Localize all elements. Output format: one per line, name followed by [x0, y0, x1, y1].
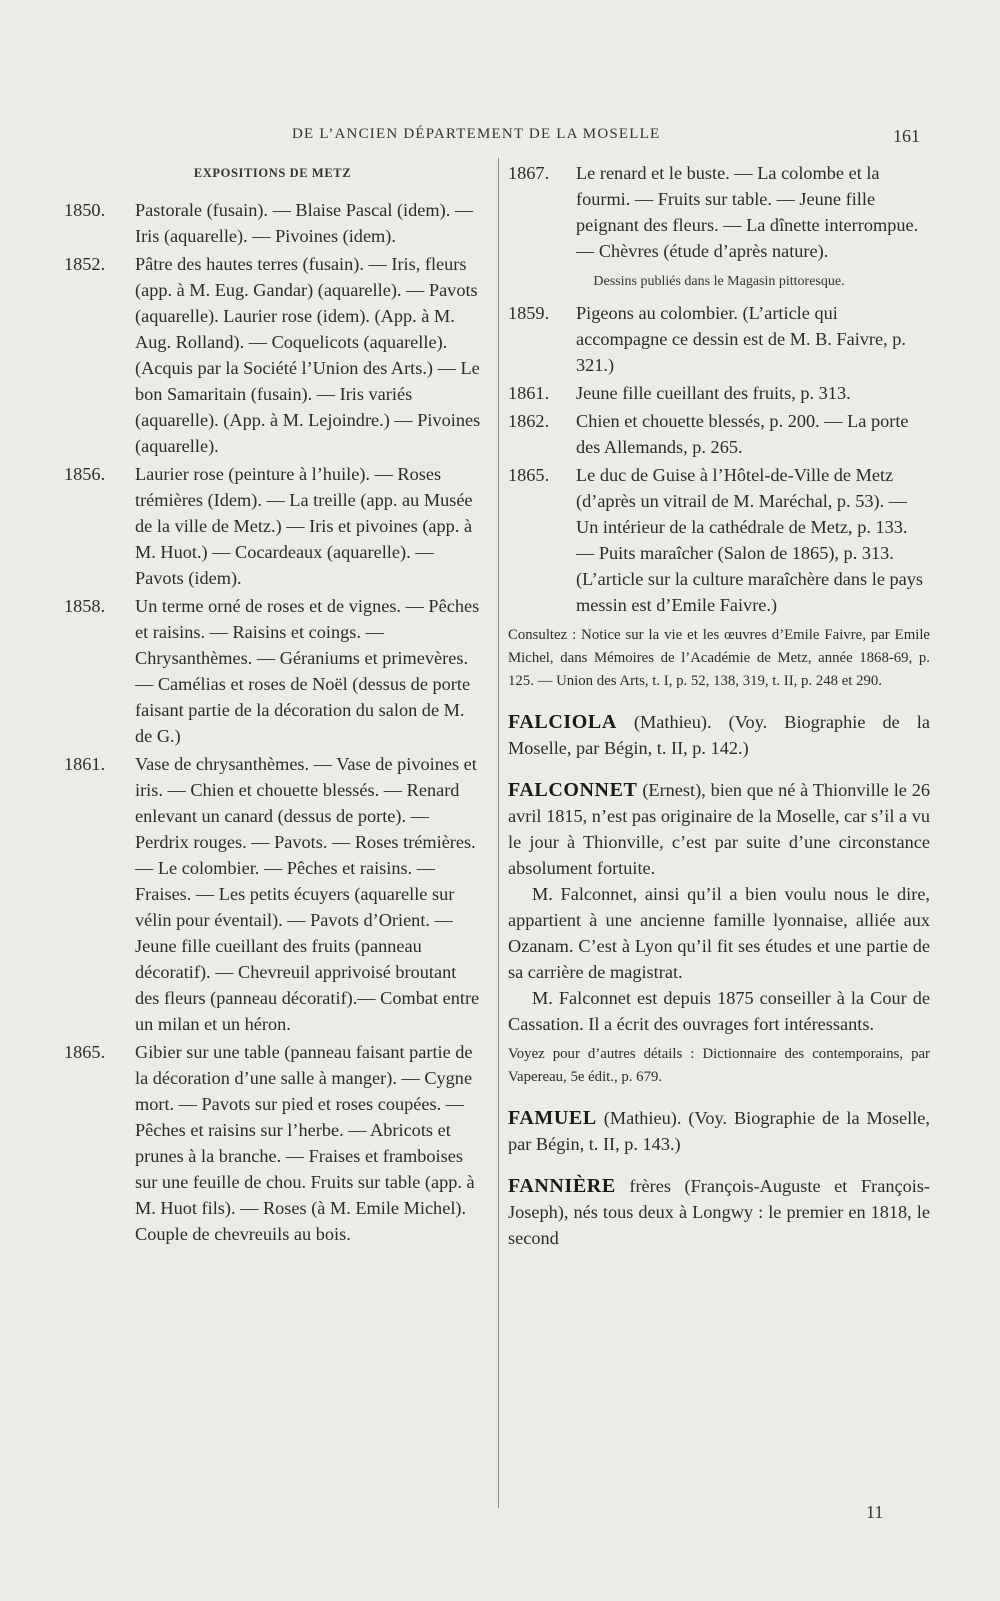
- left-column: [60, 160, 485, 1249]
- entry-name: FAMUEL: [508, 1107, 597, 1129]
- running-title: DE L’ANCIEN DÉPARTEMENT DE LA MOSELLE: [292, 126, 661, 142]
- entry-text: Le duc de Guise à l’Hôtel-de-Ville de Metz (d’après un vitrail de M. Maréchal, p. 53). — Un intérieur de la cathédrale de Metz, p. 133. — Puits maraîcher (Salon de 1865), p. 313. (L’article sur la culture maraîchère dans le pays messin est d’Emile Faivre.): [576, 465, 924, 615]
- exhibition-entry: [508, 160, 930, 264]
- exhibition-entry: [60, 593, 485, 749]
- exhibition-entry: [60, 1039, 485, 1247]
- entry-text: (Ernest), bien que né à Thionville le 26 avril 1815, n’est pas originaire de la Moselle, car s’il a vu le jour à Thionville, c’est par suite d’une circonstance absolument fortuite.: [508, 780, 931, 878]
- column-divider: [498, 158, 499, 1508]
- section-heading-expositions: EXPOSITIONS DE METZ: [193, 166, 352, 180]
- biography-fanniere: [508, 1173, 930, 1251]
- drawing-entry: [508, 462, 930, 618]
- entry-name: FANNIÈRE: [508, 1175, 616, 1197]
- entry-year: 1867.: [508, 163, 550, 183]
- entry-text: Pigeons au colombier. (L’article qui accompagne ce dessin est de M. B. Faivre, p. 321.): [576, 303, 906, 375]
- entry-name: FALCONNET: [508, 779, 638, 801]
- exhibition-entry: [60, 751, 485, 1037]
- entry-text: (Mathieu). (Voy. Biographie de la Moselle, par Bégin, t. II, p. 142.): [508, 712, 930, 758]
- signature-number: 11: [866, 1502, 884, 1522]
- entry-year: 1861.: [64, 754, 106, 774]
- right-column: [508, 160, 930, 1251]
- entry-text: Le renard et le buste. — La colombe et la fourmi. — Fruits sur table. — Jeune fille peignant des fleurs. — La dînette interrompue. — Chèvres (étude d’après nature).: [576, 163, 919, 261]
- entry-year: 1856.: [64, 464, 106, 484]
- consultez-note: Consultez : Notice sur la vie et les œuvres d’Emile Faivre, par Emile Michel, dans Mémoires de l’Académie de Metz, année 1868-69, p. 125. — Union des Arts, t. I, p. 52, 138, 319, t. II, p. 248 et 290.: [508, 627, 930, 689]
- section-heading-magasin: Dessins publiés dans le Magasin pittoresque.: [593, 274, 845, 289]
- entry-text: Pastorale (fusain). — Blaise Pascal (idem). — Iris (aquarelle). — Pivoines (idem).: [135, 200, 474, 246]
- biography-famuel: [508, 1105, 930, 1157]
- page-number: 161: [893, 126, 920, 146]
- entry-text: Chien et chouette blessés, p. 200. — La porte des Allemands, p. 265.: [576, 411, 909, 457]
- drawing-entry: [508, 408, 930, 460]
- drawing-entry: [508, 380, 930, 406]
- entry-year: 1861.: [508, 383, 550, 403]
- entry-text: (Mathieu). (Voy. Biographie de la Moselle, par Bégin, t. II, p. 143.): [508, 1108, 930, 1154]
- entry-text: Un terme orné de roses et de vignes. — Pêches et raisins. — Raisins et coings. — Chrysanthèmes. — Géraniums et primevères. — Camélias et roses de Noël (dessus de porte faisant partie de la décoration du salon de M. de G.): [135, 596, 480, 746]
- entry-text: frères (François-Auguste et François-Joseph), nés tous deux à Longwy : le premier en 1818, le second: [508, 1176, 930, 1248]
- paragraph: M. Falconnet, ainsi qu’il a bien voulu nous le dire, appartient à une ancienne famille lyonnaise, alliée aux Ozanam. C’est à Lyon qu’il fit ses études et une partie de sa carrière de magistrat.: [508, 884, 930, 982]
- entry-text: Vase de chrysanthèmes. — Vase de pivoines et iris. — Chien et chouette blessés. — Renard enlevant un canard (dessus de porte). — Perdrix rouges. — Pavots. — Roses trémières. — Le colombier. — Pêches et raisins. — Fraises. — Les petits écuyers (aquarelle sur vélin pour éventail). — Pavots d’Orient. — Jeune fille cueillant des fruits (panneau décoratif). — Chevreuil apprivoisé broutant des fleurs (panneau décoratif).— Combat entre un milan et un héron.: [135, 754, 480, 1034]
- entry-year: 1862.: [508, 411, 550, 431]
- entry-year: 1850.: [64, 200, 106, 220]
- entry-name: FALCIOLA: [508, 711, 617, 733]
- entry-text: Jeune fille cueillant des fruits, p. 313.: [576, 383, 851, 403]
- entry-year: 1865.: [64, 1042, 106, 1062]
- entry-year: 1865.: [508, 465, 550, 485]
- entry-year: 1852.: [64, 254, 106, 274]
- paragraph: M. Falconnet est depuis 1875 conseiller à la Cour de Cassation. Il a écrit des ouvrages fort intéressants.: [508, 988, 930, 1034]
- falconnet-note: Voyez pour d’autres détails : Dictionnaire des contemporains, par Vapereau, 5e édit., p. 679.: [508, 1046, 930, 1085]
- entry-year: 1858.: [64, 596, 106, 616]
- entry-text: Pâtre des hautes terres (fusain). — Iris, fleurs (app. à M. Eug. Gandar) (aquarelle). — Pavots (aquarelle). Laurier rose (idem). (App. à M. Aug. Rolland). — Coquelicots (aquarelle). (Acquis par la Société l’Union des Arts.) — Le bon Samaritain (fusain). — Iris variés (aquarelle). (App. à M. Lejoindre.) — Pivoines (aquarelle).: [135, 254, 481, 456]
- entry-year: 1859.: [508, 303, 550, 323]
- biography-falconnet: [508, 777, 930, 881]
- exhibition-entry: [60, 251, 485, 459]
- drawing-entry: [508, 300, 930, 378]
- exhibition-entry: [60, 197, 485, 249]
- exhibition-entry: [60, 461, 485, 591]
- biography-falciola: [508, 709, 930, 761]
- entry-text: Laurier rose (peinture à l’huile). — Roses trémières (Idem). — La treille (app. au Musée de la ville de Metz.) — Iris et pivoines (app. à M. Huot.) — Cocardeaux (aquarelle). — Pavots (idem).: [135, 464, 473, 588]
- entry-text: Gibier sur une table (panneau faisant partie de la décoration d’une salle à manger). — Cygne mort. — Pavots sur pied et roses coupées. — Pêches et raisins sur l’herbe. — Abricots et prunes à la branche. — Fraises et framboises sur une feuille de chou. Fruits sur table (app. à M. Huot fils). — Roses (à M. Emile Michel). Couple de chevreuils au bois.: [135, 1042, 475, 1244]
